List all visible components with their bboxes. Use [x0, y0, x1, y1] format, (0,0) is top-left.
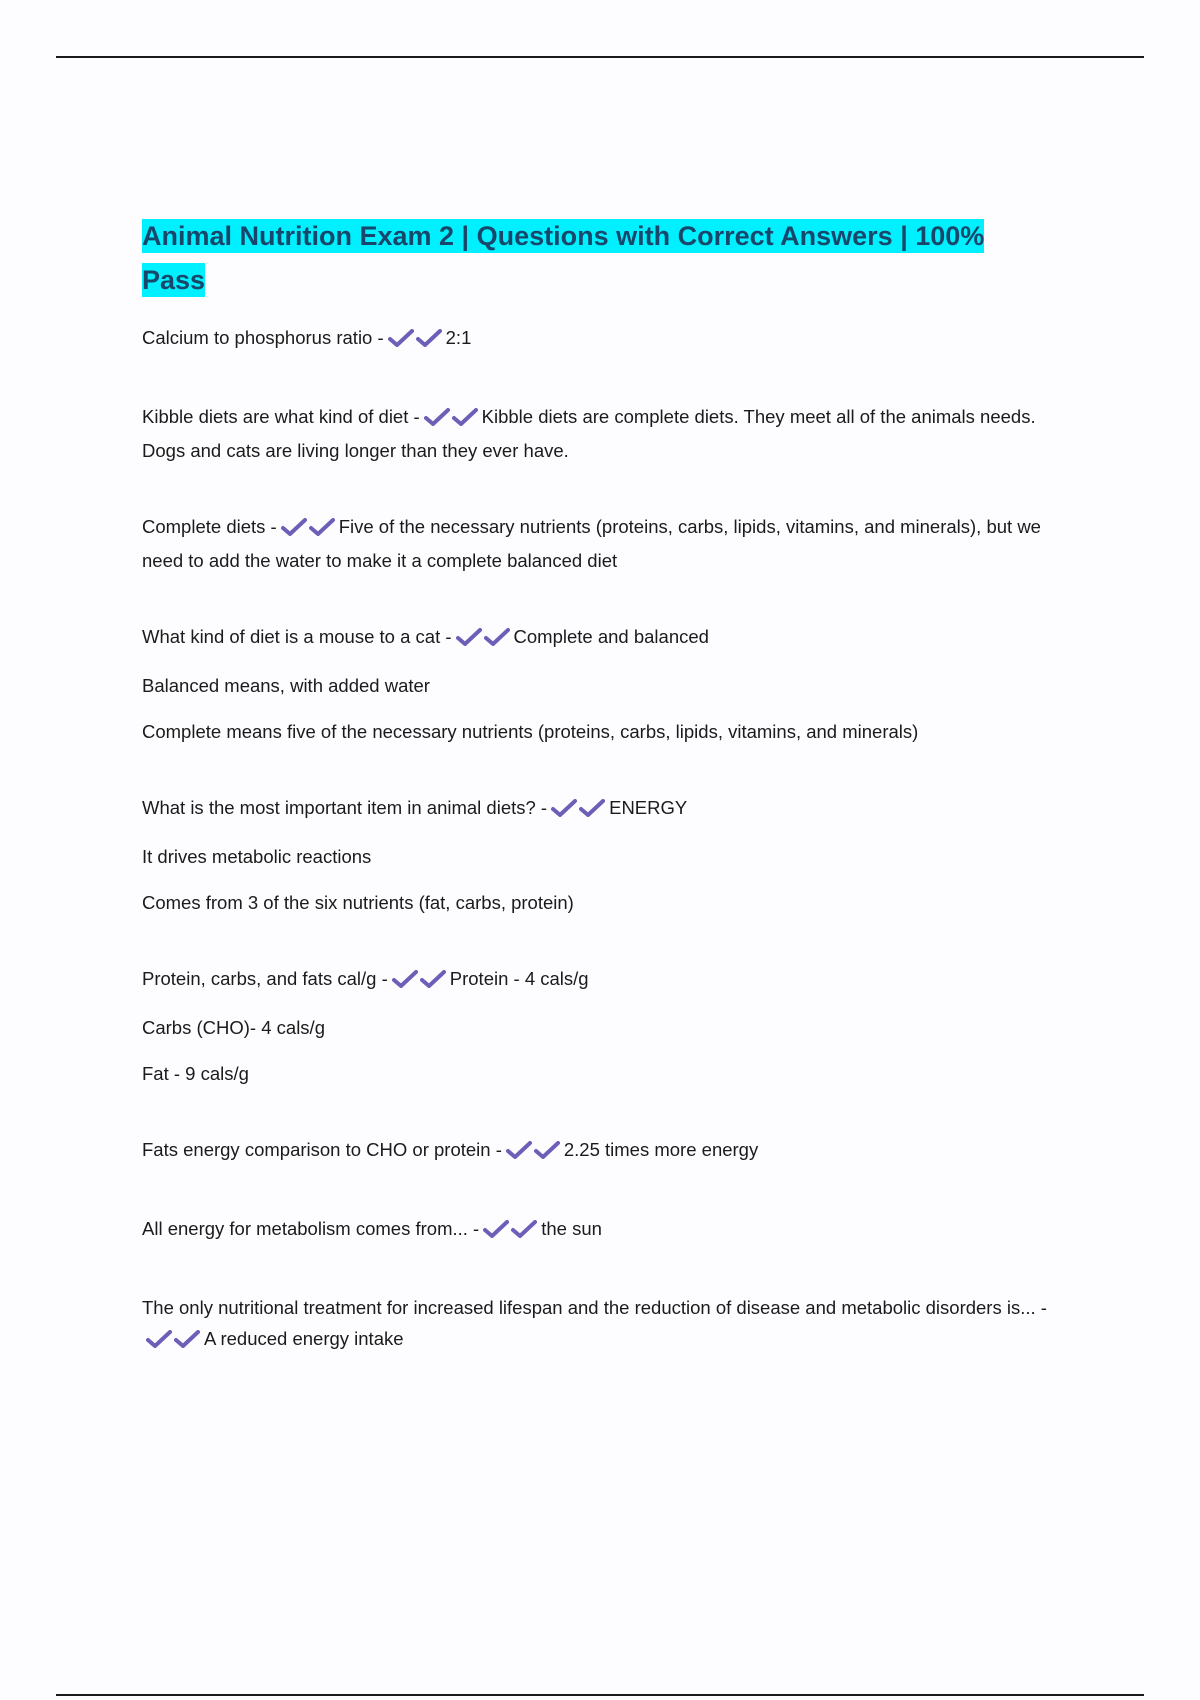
answer-text: 2.25 times more energy [563, 1139, 759, 1160]
answer-checkmarks [483, 1216, 539, 1247]
answer-text: Kibble diets are complete diets. They meet all of the animals needs. Dogs and cats are living longer than they ever have. [142, 406, 1036, 461]
qa-line [142, 1213, 1047, 1247]
qa-line [142, 511, 1047, 576]
answer-text: the sun [541, 1218, 602, 1239]
answer-text: Protein - 4 cals/g [449, 968, 589, 989]
answer-detail-line: Comes from 3 of the six nutrients (fat, carbs, protein) [142, 892, 574, 913]
question-text: All energy for metabolism comes from... - [142, 1218, 480, 1239]
checkmark-icon [534, 1141, 560, 1159]
answer-text: 2:1 [445, 327, 472, 348]
checkmark-icon [416, 329, 442, 347]
checkmark-icon [281, 518, 307, 536]
qa-entry [142, 1213, 1047, 1247]
answer-detail-line: Complete means five of the necessary nutrients (proteins, carbs, lipids, vitamins, and minerals) [142, 721, 919, 742]
header-rule [56, 56, 1144, 58]
qa-entry [142, 621, 1047, 747]
checkmark-icon [452, 408, 478, 426]
answer-checkmarks [388, 325, 444, 356]
checkmark-icon [456, 628, 482, 646]
question-text: What kind of diet is a mouse to a cat - [142, 626, 452, 647]
question-text: What is the most important item in animal diets? - [142, 797, 548, 818]
checkmark-icon [309, 518, 335, 536]
checkmark-icon [174, 1330, 200, 1348]
qa-line [142, 621, 1047, 655]
question-text: Complete diets - [142, 516, 277, 537]
answer-checkmarks [551, 795, 607, 826]
title-text: Animal Nutrition Exam 2 | Questions with Correct Answers | 100% Pass [142, 221, 985, 295]
checkmark-icon [388, 329, 414, 347]
qa-line [142, 963, 1047, 997]
qa-entry [142, 322, 1047, 356]
qa-line [142, 1134, 1047, 1168]
checkmark-icon [483, 1220, 509, 1238]
document-title [142, 214, 1047, 302]
question-text: Kibble diets are what kind of diet - [142, 406, 420, 427]
checkmark-icon [579, 799, 605, 817]
answer-checkmarks [424, 404, 480, 435]
answer-checkmarks [456, 624, 512, 655]
qa-line [142, 792, 1047, 826]
question-text: Calcium to phosphorus ratio - [142, 327, 384, 348]
answer-checkmarks [281, 514, 337, 545]
answer-text: ENERGY [609, 797, 688, 818]
question-text: Protein, carbs, and fats cal/g - [142, 968, 388, 989]
checkmark-icon [511, 1220, 537, 1238]
question-text: Fats energy comparison to CHO or protein - [142, 1139, 502, 1160]
answer-checkmarks [392, 966, 448, 997]
qa-entry [142, 401, 1047, 466]
footer-rule [56, 1694, 1144, 1696]
document-body [142, 214, 1047, 1402]
answer-detail-line: Carbs (CHO)- 4 cals/g [142, 1017, 325, 1038]
question-text: The only nutritional treatment for increased lifespan and the reduction of disease and metabolic disorders is... - [142, 1297, 1047, 1318]
qa-entry [142, 1134, 1047, 1168]
checkmark-icon [392, 970, 418, 988]
qa-list [142, 322, 1047, 1357]
qa-entry [142, 1292, 1047, 1357]
checkmark-icon [484, 628, 510, 646]
qa-entry [142, 963, 1047, 1089]
answer-text: Five of the necessary nutrients (proteins, carbs, lipids, vitamins, and minerals), but we need to add the water to make it a complete balanced diet [142, 516, 1041, 571]
qa-line [142, 322, 1047, 356]
checkmark-icon [551, 799, 577, 817]
checkmark-icon [146, 1330, 172, 1348]
answer-checkmarks [146, 1326, 202, 1357]
qa-entry [142, 792, 1047, 918]
qa-entry [142, 511, 1047, 576]
answer-detail-line: Balanced means, with added water [142, 675, 430, 696]
answer-text: A reduced energy intake [204, 1328, 404, 1349]
answer-text: Complete and balanced [513, 626, 709, 647]
answer-detail-line: Fat - 9 cals/g [142, 1063, 249, 1084]
checkmark-icon [424, 408, 450, 426]
answer-checkmarks [506, 1137, 562, 1168]
qa-line [142, 401, 1047, 466]
checkmark-icon [420, 970, 446, 988]
answer-detail-line: It drives metabolic reactions [142, 846, 372, 867]
qa-line [142, 1292, 1047, 1357]
checkmark-icon [506, 1141, 532, 1159]
